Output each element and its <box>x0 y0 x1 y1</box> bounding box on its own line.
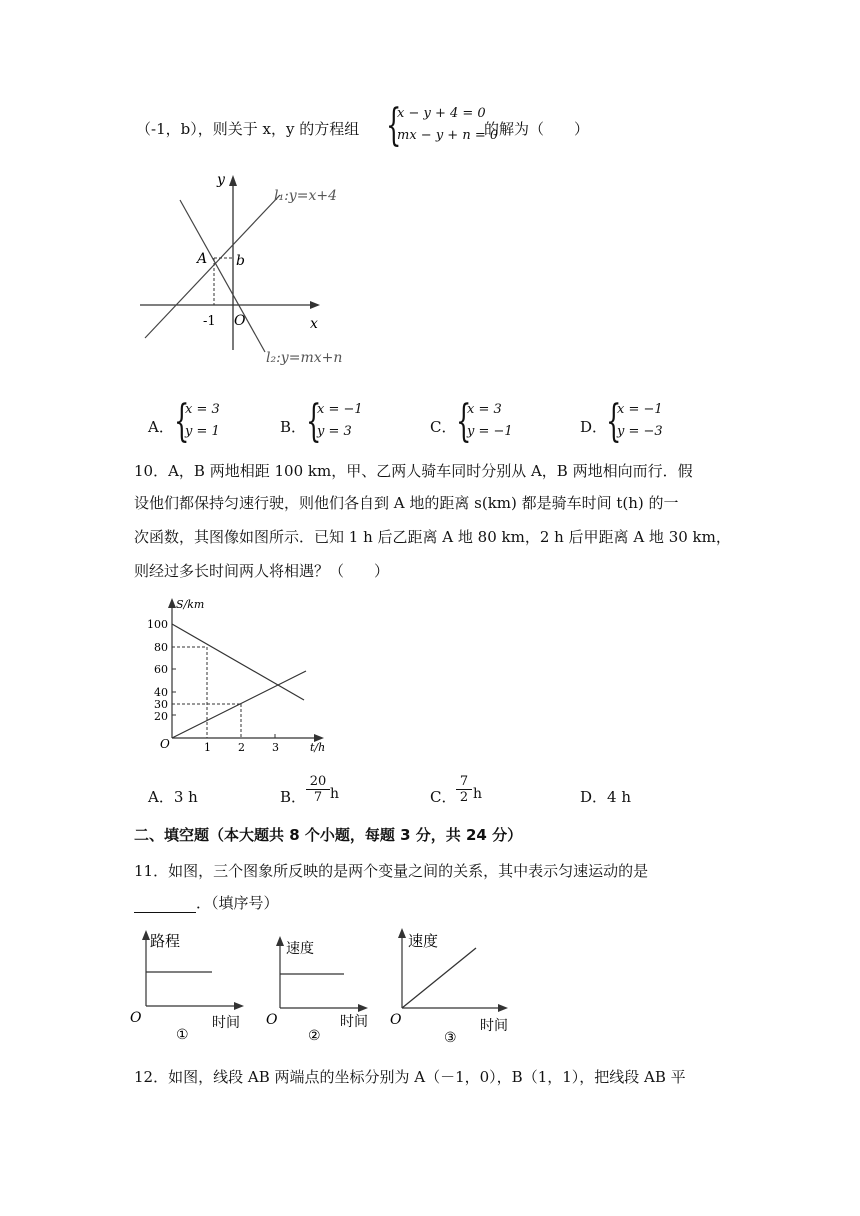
q9-option-a <box>174 396 254 447</box>
q10-line-3: 次函数，其图像如图所示．已知 1 h 后乙距离 A 地 80 km，2 h 后甲距离 A 地 30 km， <box>134 528 731 546</box>
q10-y-tick: 60 <box>154 663 168 676</box>
q10-option-b-label: B． <box>280 788 307 806</box>
q9-option-c-label: C． <box>430 418 457 436</box>
q11-line-2-suffix: ．（填序号） <box>196 894 279 912</box>
q10-y-tick: 40 <box>154 686 168 699</box>
q11-graph-1 <box>128 926 258 1046</box>
q10-origin: O <box>160 737 170 751</box>
q10-y-tick: 100 <box>147 618 168 631</box>
brace: { <box>386 100 402 151</box>
numerator: 20 <box>306 774 330 790</box>
q11-g2-num: ② <box>308 1028 321 1044</box>
q9-y-label: y <box>217 172 225 188</box>
q10-option-c-fraction <box>456 774 472 805</box>
q10-option-d: D．4 h <box>580 788 631 806</box>
q9-origin: O <box>234 313 246 329</box>
q10-option-a: A．3 h <box>148 788 198 806</box>
q10-graph <box>142 596 352 756</box>
q9-l2-label: l₂:y=mx+n <box>266 350 343 366</box>
q11-answer-blank[interactable] <box>134 900 196 913</box>
q9-graph <box>130 170 370 370</box>
q9-option-a-label: A． <box>148 418 174 436</box>
q10-x-label: t/h <box>310 741 326 754</box>
q9-option-a-y: y = 1 <box>185 424 220 439</box>
q10-x-tick: 1 <box>204 741 211 754</box>
q9-option-b-x: x = −1 <box>317 402 363 417</box>
q11-g1-o: O <box>130 1010 142 1026</box>
q11-g3-o: O <box>390 1012 402 1028</box>
q11-graph-2 <box>264 926 384 1046</box>
q9-option-d <box>606 396 686 447</box>
q9-eq1: x − y + 4 = 0 <box>397 106 486 121</box>
q10-line-2: 设他们都保持匀速行驶，则他们各自到 A 地的距离 s(km) 都是骑车时间 t(h) 的一 <box>134 494 679 512</box>
q11-graph-3 <box>388 926 518 1046</box>
q10-option-b-fraction <box>306 774 330 805</box>
section-title: 二、填空题（本大题共 8 个小题，每题 3 分，共 24 分） <box>134 826 523 844</box>
q11-g2-x: 时间 <box>340 1014 368 1030</box>
q10-line-1: 10．A，B 两地相距 100 km，甲、乙两人骑车同时分别从 A，B 两地相向而行．假 <box>134 462 693 480</box>
brace: { <box>174 396 190 447</box>
q11-g1-y: 路程 <box>150 932 181 950</box>
brace: { <box>306 396 322 447</box>
q9-neg-one: -1 <box>203 314 216 329</box>
q10-option-b-unit: h <box>330 786 340 802</box>
q9-stem: （-1，b），则关于 x，y 的方程组 <box>136 120 360 138</box>
q11-g3-x: 时间 <box>480 1018 508 1034</box>
q9-option-b <box>306 396 386 447</box>
q10-y-tick: 20 <box>154 710 168 723</box>
q11-g3-y: 速度 <box>408 932 439 950</box>
q10-y-label: S/km <box>176 598 205 611</box>
q10-option-c-unit: h <box>473 786 483 802</box>
q9-x-label: x <box>310 316 318 332</box>
q11-g3-num: ③ <box>444 1030 457 1046</box>
q10-option-c-label: C． <box>430 788 457 806</box>
q9-option-b-y: y = 3 <box>317 424 352 439</box>
brace: { <box>606 396 622 447</box>
q9-option-c-y: y = −1 <box>467 424 513 439</box>
q10-y-tick: 80 <box>154 641 168 654</box>
q9-option-a-x: x = 3 <box>185 402 220 417</box>
q9-eq2: mx − y + n = 0 <box>397 128 499 143</box>
q11-g1-x: 时间 <box>212 1015 240 1031</box>
denominator: 2 <box>459 790 469 805</box>
q9-option-c-x: x = 3 <box>467 402 502 417</box>
q9-stem-post: 的解为（ ） <box>484 120 590 138</box>
q10-x-tick: 3 <box>272 741 279 754</box>
q11-g2-o: O <box>266 1012 278 1028</box>
q10-y-tick: 30 <box>154 698 168 711</box>
denominator: 7 <box>313 790 323 805</box>
q9-option-d-x: x = −1 <box>617 402 663 417</box>
q10-line-4: 则经过多长时间两人将相遇？（ ） <box>134 562 390 580</box>
q9-b-label: b <box>236 253 245 269</box>
q10-x-tick: 2 <box>238 741 245 754</box>
numerator: 7 <box>456 774 472 790</box>
q11-g2-y: 速度 <box>286 941 314 957</box>
q11-g1-num: ① <box>176 1027 189 1043</box>
q9-option-d-y: y = −3 <box>617 424 663 439</box>
q9-option-b-label: B． <box>280 418 307 436</box>
q12-line-1: 12．如图，线段 AB 两端点的坐标分别为 A（－1，0），B（1，1），把线段 AB 平 <box>134 1068 686 1086</box>
q9-option-d-label: D． <box>580 418 608 436</box>
q9-l1-label: l₁:y=x+4 <box>274 188 337 204</box>
q9-equation-system <box>386 100 499 151</box>
q9-point-a: A <box>197 251 208 267</box>
q9-stem-point: -1，b），则关于 x，y 的方程组 <box>151 120 360 138</box>
brace: { <box>456 396 472 447</box>
q9-option-c <box>456 396 536 447</box>
q11-line-1: 11．如图，三个图象所反映的是两个变量之间的关系，其中表示匀速运动的是 <box>134 862 649 880</box>
q11-line-2 <box>134 892 279 913</box>
